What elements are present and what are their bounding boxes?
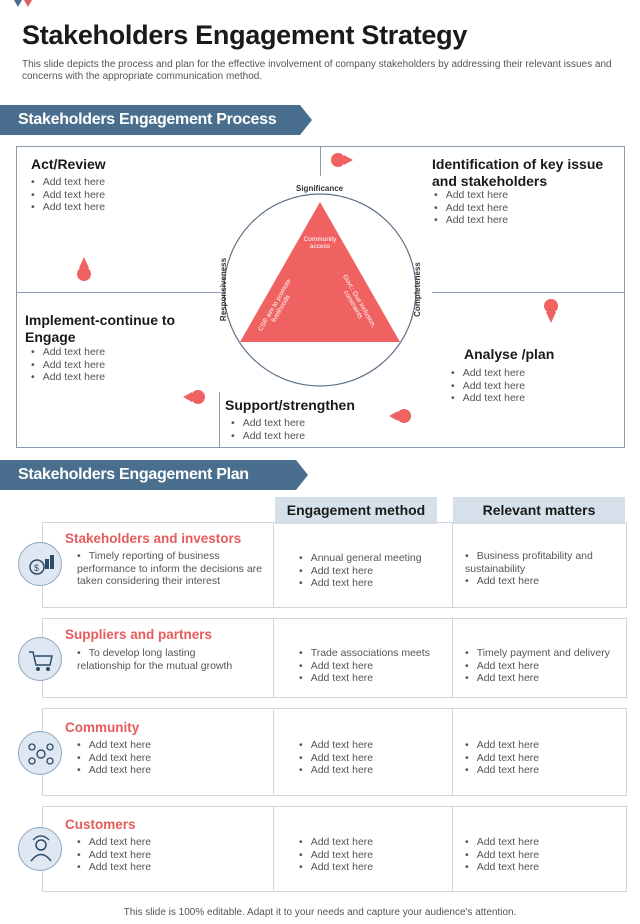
row-title: Community [65, 720, 140, 735]
responsiveness-label: Responsiveness [219, 257, 229, 322]
row-matters-list: • Business profitability and sustainability • Add text here [465, 550, 625, 588]
footer-note: This slide is 100% editable. Adapt it to your needs and capture your audience's attention. [123, 907, 517, 918]
row-method-list: • Trade associations meets • Add text here • Add text here [299, 647, 430, 685]
page-subtitle: This slide depicts the process and plan for the effective involvement of company stakeholders by addressing their relevant issues and concerns with the appropriate communication method. [22, 59, 612, 82]
page-title: Stakeholders Engagement Strategy [22, 20, 468, 50]
row-title: Stakeholders and investors [65, 531, 242, 546]
arrow-down-icon [541, 296, 561, 326]
identification-list: • Add text here • Add text here • Add text here [434, 189, 508, 227]
engagement-method-header: Engagement method [275, 497, 437, 524]
analyse-list: • Add text here • Add text here • Add text here [451, 367, 525, 405]
arrow-up-icon [74, 254, 94, 284]
relevant-matters-header: Relevant matters [453, 497, 625, 524]
implement-list: • Add text here • Add text here • Add text here [31, 346, 105, 384]
row-method-list: • Add text here • Add text here • Add text here [299, 836, 373, 874]
row-matters-list: • Add text here • Add text here • Add text here [465, 739, 539, 777]
row-description: • Timely reporting of business performance to inform the decisions are taken considering their interest [77, 550, 262, 588]
process-banner: Stakeholders Engagement Process [0, 105, 300, 135]
row-description: • To develop long lasting relationship for the mutual growth [77, 647, 237, 672]
row-description: • Add text here • Add text here • Add text here [77, 836, 151, 874]
row-matters-list: • Add text here • Add text here • Add text here [465, 836, 539, 874]
support-list: • Add text here • Add text here [231, 417, 305, 442]
identification-title: Identification of key issue and stakeholders [432, 156, 604, 189]
significance-label: Significance [296, 184, 344, 193]
investor-icon [18, 542, 62, 586]
row-title: Suppliers and partners [65, 627, 213, 642]
row-method-list: • Add text here • Add text here • Add text here [299, 739, 373, 777]
triangle-right-text: Govt.: Due inclusion, constraints [341, 273, 378, 329]
cycle-diagram [200, 170, 440, 410]
arrow-right-icon [326, 150, 356, 170]
implement-title: Implement-continue to Engage [25, 312, 176, 345]
community-icon [18, 731, 62, 775]
row-matters-list: • Timely payment and delivery • Add text here • Add text here [465, 647, 610, 685]
banner-arrow [296, 460, 308, 490]
banner-arrow [300, 105, 312, 135]
svg-text:$: $ [34, 563, 40, 573]
row-title: Customers [65, 817, 136, 832]
act-review-title: Act/Review [31, 156, 106, 172]
support-title: Support/strengthen [225, 397, 355, 413]
act-review-list: • Add text here • Add text here • Add text here [31, 176, 105, 214]
row-method-list: • Annual general meeting • Add text here • Add text here [299, 552, 422, 590]
row-description: • Add text here • Add text here • Add text here [77, 739, 151, 777]
triangle-left-text: CSR aim to promote livelihoods [257, 278, 293, 333]
triangle-top-text: Community access [303, 236, 337, 250]
plan-banner: Stakeholders Engagement Plan [0, 460, 296, 490]
brand-logo-icon [14, 0, 44, 8]
arrow-left-icon [386, 406, 416, 426]
arrow-left-icon [180, 387, 210, 407]
analyse-title: Analyse /plan [464, 346, 555, 362]
supplier-cart-icon [18, 637, 62, 681]
completeness-label: Completeness [412, 262, 422, 317]
customer-icon [18, 827, 62, 871]
